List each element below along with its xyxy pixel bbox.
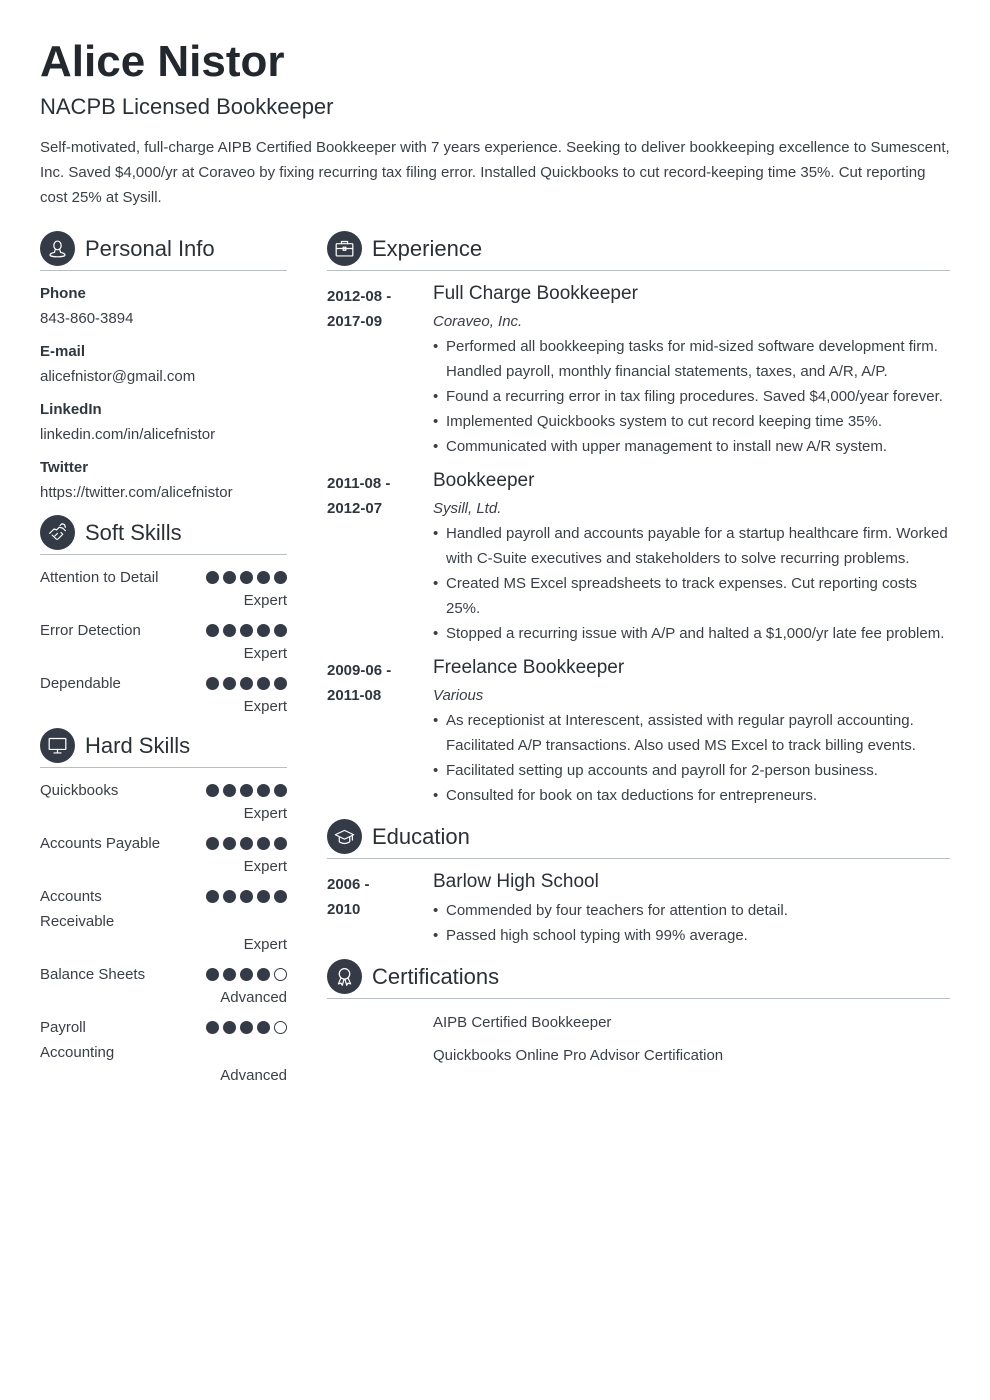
skill-row xyxy=(40,884,287,934)
bullet-item: • Created MS Excel spreadsheets to track expenses. Cut reporting costs 25%. xyxy=(433,571,950,621)
info-label: LinkedIn xyxy=(40,401,102,418)
rating-dot-filled xyxy=(223,837,236,850)
info-label: Phone xyxy=(40,285,86,302)
skill-rating xyxy=(206,968,287,981)
info-item xyxy=(40,455,287,505)
skill-name: Error Detection xyxy=(40,622,141,639)
skill-item xyxy=(40,778,287,825)
rating-dot-filled xyxy=(240,571,253,584)
experience-entry xyxy=(327,471,950,646)
info-value: linkedin.com/in/alicefnistor xyxy=(40,426,216,443)
skill-rating xyxy=(206,784,287,797)
personal-info-list xyxy=(40,281,287,505)
certification-item: Quickbooks Online Pro Advisor Certification xyxy=(433,1047,724,1064)
rating-dot-filled xyxy=(206,1021,219,1034)
graduation-cap-icon xyxy=(327,819,362,854)
date-range xyxy=(327,471,433,646)
rating-dot-filled xyxy=(240,677,253,690)
rating-dot-filled xyxy=(223,784,236,797)
section-header xyxy=(327,819,950,859)
briefcase-icon xyxy=(327,231,362,266)
rating-dot-filled xyxy=(257,624,270,637)
date-range xyxy=(327,872,433,948)
skill-item xyxy=(40,962,287,1009)
company-name: Sysill, Ltd. xyxy=(433,500,502,517)
skill-row xyxy=(40,671,287,696)
skill-level: Advanced xyxy=(220,989,287,1006)
skill-level: Expert xyxy=(243,858,287,875)
experience-entry xyxy=(327,284,950,459)
rating-dot-empty xyxy=(274,1021,287,1034)
skill-row xyxy=(40,618,287,643)
date-end: 2012-07 xyxy=(327,500,383,517)
rating-dot-filled xyxy=(240,890,253,903)
rating-dot-filled xyxy=(206,837,219,850)
skill-item xyxy=(40,671,287,718)
rating-dot-filled xyxy=(274,784,287,797)
date-start: 2006 - xyxy=(327,876,370,893)
date-end: 2011-08 xyxy=(327,687,382,704)
bullet-item: • Passed high school typing with 99% average. xyxy=(433,923,950,948)
certifications-list xyxy=(327,1010,950,1068)
rating-dot-filled xyxy=(240,837,253,850)
rating-dot-filled xyxy=(257,571,270,584)
education-entry xyxy=(327,872,950,948)
bullet-item: • Handled payroll and accounts payable for a startup healthcare firm. Worked with C-Suite executives and stakeholders to solve recurring problems. xyxy=(433,521,950,571)
rating-dot-filled xyxy=(274,571,287,584)
info-label: E-mail xyxy=(40,343,86,360)
left-column xyxy=(40,231,287,1087)
rating-dot-filled xyxy=(274,890,287,903)
bullet-item: • Performed all bookkeeping tasks for mid-sized software development firm. Handled payroll, monthly financial statements, taxes, and A/R, A/P. xyxy=(433,334,950,384)
skill-rating xyxy=(206,624,287,637)
skill-rating xyxy=(206,837,287,850)
info-label: Twitter xyxy=(40,459,89,476)
rating-dot-filled xyxy=(240,784,253,797)
rating-dot-filled xyxy=(223,968,236,981)
rating-dot-filled xyxy=(206,968,219,981)
hard-skills-list xyxy=(40,778,287,1087)
soft-skills-section xyxy=(40,515,287,718)
rating-dot-filled xyxy=(206,784,219,797)
soft-skills-list xyxy=(40,565,287,718)
rating-dot-filled xyxy=(223,1021,236,1034)
skill-name: Payroll Accounting xyxy=(40,1019,115,1061)
rating-dot-filled xyxy=(223,571,236,584)
skill-rating xyxy=(206,1021,287,1034)
skill-item xyxy=(40,884,287,956)
candidate-name: Alice Nistor xyxy=(40,37,285,86)
date-start: 2012-08 - xyxy=(327,288,392,305)
award-ribbon-icon xyxy=(327,959,362,994)
personal-info-section xyxy=(40,231,287,505)
entry-content xyxy=(433,658,950,808)
skill-level: Expert xyxy=(243,645,287,662)
info-value: 843-860-3894 xyxy=(40,310,134,327)
bullet-item: • Implemented Quickbooks system to cut record keeping time 35%. xyxy=(433,409,950,434)
section-header xyxy=(327,959,950,999)
skill-rating xyxy=(206,571,287,584)
skill-row xyxy=(40,831,287,856)
entry-content xyxy=(433,471,950,646)
info-item xyxy=(40,339,287,389)
date-range xyxy=(327,284,433,459)
rating-dot-filled xyxy=(223,677,236,690)
bullet-list xyxy=(433,334,950,459)
entry-content xyxy=(433,872,950,948)
company-name: Coraveo, Inc. xyxy=(433,313,523,330)
bullet-item: • Commended by four teachers for attention to detail. xyxy=(433,898,950,923)
rating-dot-filled xyxy=(274,624,287,637)
skill-item xyxy=(40,831,287,878)
section-header xyxy=(40,515,287,555)
bullet-item: • Facilitated setting up accounts and payroll for 2-person business. xyxy=(433,758,950,783)
skill-name: Attention to Detail xyxy=(40,569,159,586)
certifications-section xyxy=(327,959,950,1068)
date-end: 2017-09 xyxy=(327,313,383,330)
rating-dot-filled xyxy=(206,890,219,903)
info-value: alicefnistor@gmail.com xyxy=(40,368,196,385)
skill-name: Quickbooks xyxy=(40,782,119,799)
info-item xyxy=(40,397,287,447)
skill-row xyxy=(40,778,287,803)
bullet-list xyxy=(433,521,950,646)
job-title: Full Charge Bookkeeper xyxy=(433,283,638,304)
skill-rating xyxy=(206,890,287,903)
skill-name: Accounts Payable xyxy=(40,835,161,852)
bullet-item: • Communicated with upper management to install new A/R system. xyxy=(433,434,950,459)
rating-dot-filled xyxy=(206,571,219,584)
skill-name: Accounts Receivable xyxy=(40,888,115,930)
skill-item xyxy=(40,618,287,665)
section-header xyxy=(40,728,287,768)
bullet-list xyxy=(433,708,950,808)
section-header xyxy=(40,231,287,271)
skill-level: Expert xyxy=(243,936,287,953)
skill-row xyxy=(40,962,287,987)
bullet-item: • As receptionist at Interescent, assisted with regular payroll accounting. Facilitated A/P transactions. Also used MS Excel to track billing events. xyxy=(433,708,950,758)
rating-dot-filled xyxy=(206,677,219,690)
skill-level: Expert xyxy=(243,698,287,715)
bullet-item: • Stopped a recurring issue with A/P and halted a $1,000/yr late fee problem. xyxy=(433,621,950,646)
rating-dot-filled xyxy=(257,890,270,903)
monitor-icon xyxy=(40,728,75,763)
rating-dot-filled xyxy=(257,677,270,690)
rating-dot-empty xyxy=(274,968,287,981)
person-icon xyxy=(40,231,75,266)
skill-row xyxy=(40,1015,287,1065)
date-range xyxy=(327,658,433,808)
education-section xyxy=(327,819,950,948)
rating-dot-filled xyxy=(274,677,287,690)
date-end: 2010 xyxy=(327,901,361,918)
rating-dot-filled xyxy=(206,624,219,637)
section-header xyxy=(327,231,950,271)
bullet-item: • Consulted for book on tax deductions for entrepreneurs. xyxy=(433,783,950,808)
rating-dot-filled xyxy=(223,624,236,637)
date-start: 2011-08 - xyxy=(327,475,391,492)
skill-row xyxy=(40,565,287,590)
bullet-list xyxy=(433,898,950,948)
professional-summary: Self-motivated, full-charge AIPB Certified Bookkeeper with 7 years experience. Seeking to deliver bookkeeping excellence to Sumescent, Inc. Saved $4,000/yr at Coraveo by fixing recurring tax filing error. Installed Quickbooks to cut record-keeping time 35%. Cut reporting cost 25% at Sysill. xyxy=(40,139,950,206)
education-list xyxy=(327,872,950,948)
experience-list xyxy=(327,284,950,808)
info-value: https://twitter.com/alicefnistor xyxy=(40,484,233,501)
hard-skills-section xyxy=(40,728,287,1087)
job-title: Bookkeeper xyxy=(433,470,535,491)
rating-dot-filled xyxy=(257,1021,270,1034)
section-title: Hard Skills xyxy=(85,732,191,758)
section-title: Experience xyxy=(372,235,483,261)
bullet-item: • Found a recurring error in tax filing procedures. Saved $4,000/year forever. xyxy=(433,384,950,409)
handshake-icon xyxy=(40,515,75,550)
certification-item: AIPB Certified Bookkeeper xyxy=(433,1014,612,1031)
candidate-headline: NACPB Licensed Bookkeeper xyxy=(40,94,334,119)
rating-dot-filled xyxy=(240,624,253,637)
skill-item xyxy=(40,565,287,612)
skill-rating xyxy=(206,677,287,690)
skill-level: Expert xyxy=(243,592,287,609)
skill-item xyxy=(40,1015,287,1087)
section-title: Certifications xyxy=(372,963,500,989)
skill-level: Advanced xyxy=(220,1067,287,1084)
section-title: Soft Skills xyxy=(85,519,182,545)
skill-level: Expert xyxy=(243,805,287,822)
rating-dot-filled xyxy=(240,1021,253,1034)
rating-dot-filled xyxy=(257,784,270,797)
right-column xyxy=(327,231,950,1068)
info-item xyxy=(40,281,287,331)
rating-dot-filled xyxy=(257,968,270,981)
rating-dot-filled xyxy=(257,837,270,850)
skill-name: Dependable xyxy=(40,675,121,692)
company-name: Various xyxy=(433,687,484,704)
entry-content xyxy=(433,284,950,459)
experience-section xyxy=(327,231,950,808)
job-title: Freelance Bookkeeper xyxy=(433,657,625,678)
date-start: 2009-06 - xyxy=(327,662,392,679)
rating-dot-filled xyxy=(223,890,236,903)
rating-dot-filled xyxy=(274,837,287,850)
section-title: Personal Info xyxy=(85,235,215,261)
school-name: Barlow High School xyxy=(433,871,599,892)
skill-name: Balance Sheets xyxy=(40,966,146,983)
section-title: Education xyxy=(372,823,470,849)
rating-dot-filled xyxy=(240,968,253,981)
experience-entry xyxy=(327,658,950,808)
